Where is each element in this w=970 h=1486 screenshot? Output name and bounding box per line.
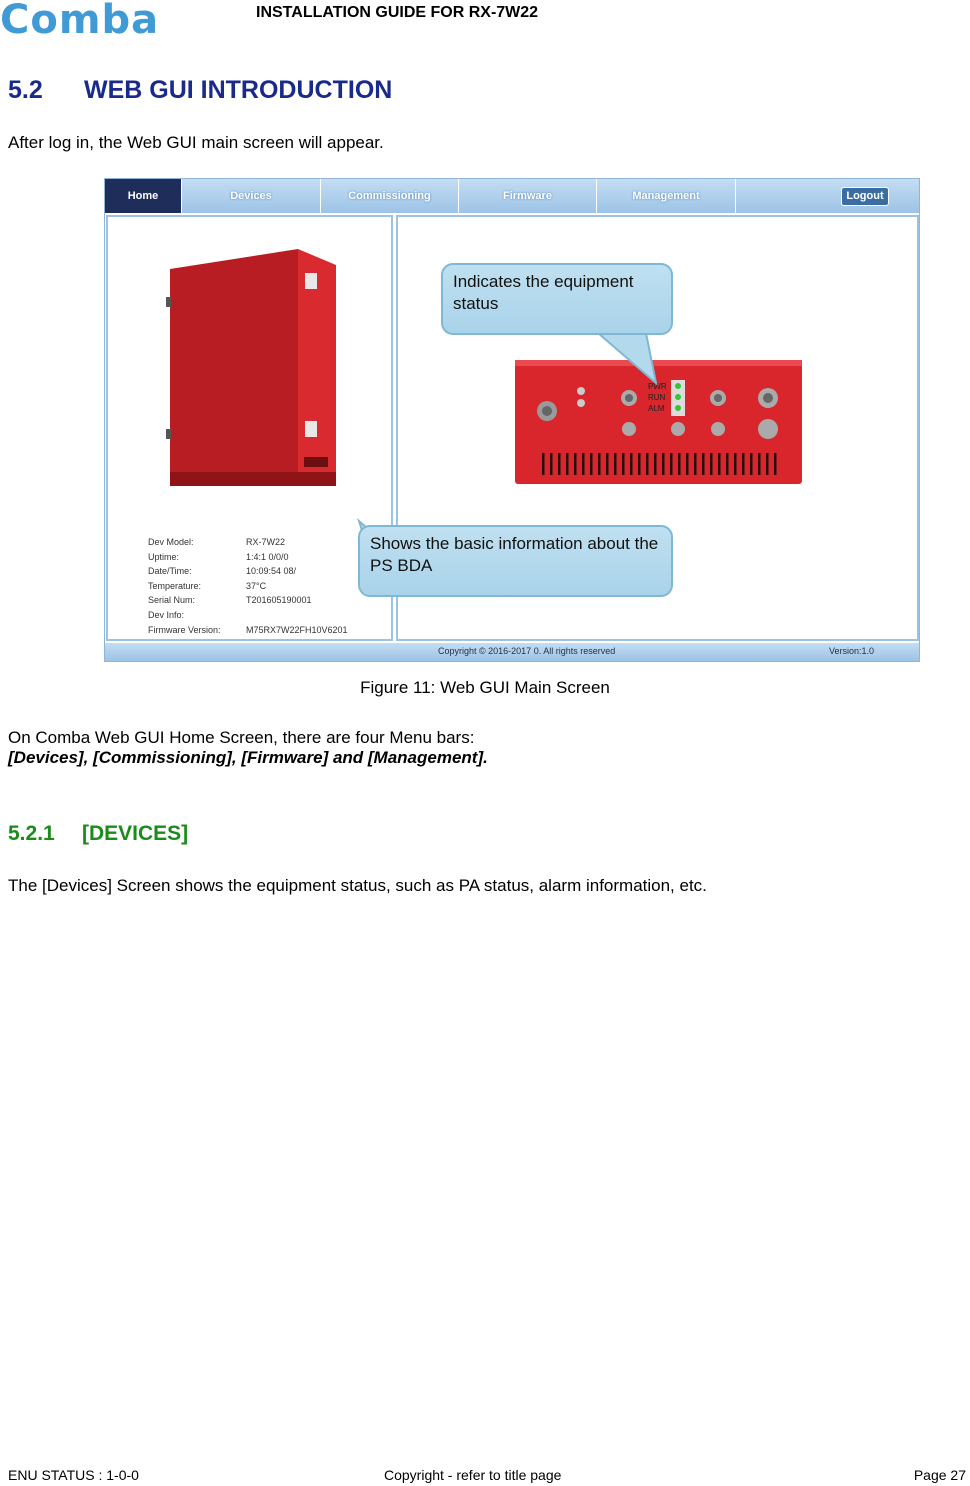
info-row-firmware: Firmware Version: M75RX7W22FH10V6201 — [148, 624, 348, 635]
comba-logo: Comba — [0, 0, 160, 43]
led-label-alm: ALM — [648, 404, 665, 413]
info-row-devinfo: Dev Info: — [148, 609, 185, 620]
device-cabinet-image — [108, 217, 391, 487]
gui-left-panel — [106, 215, 393, 641]
gui-tab-commissioning[interactable]: Commissioning — [321, 179, 459, 213]
gui-nav-bar — [105, 179, 919, 213]
info-row-temperature: Temperature: 37°C — [148, 580, 267, 591]
gui-tab-management[interactable]: Management — [597, 179, 736, 213]
callout-equipment-status: Indicates the equipment status — [441, 263, 673, 335]
section-number: 5.2 — [8, 76, 43, 104]
section-title: WEB GUI INTRODUCTION — [84, 76, 393, 104]
footer-page-number: Page 27 — [913, 1467, 966, 1483]
subsection-title: [DEVICES] — [82, 822, 189, 845]
section-heading — [8, 76, 392, 105]
gui-tab-firmware[interactable]: Firmware — [459, 179, 597, 213]
gui-version: Version:1.0 — [829, 646, 875, 656]
web-gui-screenshot — [104, 178, 920, 662]
intro-paragraph: After log in, the Web GUI main screen will appear. — [8, 133, 384, 152]
led-label-pwr: PWR — [648, 382, 667, 391]
led-label-run: RUN — [648, 393, 666, 402]
gui-tab-home[interactable]: Home — [105, 179, 182, 213]
footer-copyright: Copyright - refer to title page — [384, 1467, 562, 1483]
document-title: INSTALLATION GUIDE FOR RX-7W22 — [256, 4, 539, 21]
info-row-serial: Serial Num: T201605190001 — [148, 595, 312, 606]
footer-status: ENU STATUS : 1-0-0 — [8, 1467, 139, 1483]
gui-tab-devices[interactable]: Devices — [182, 179, 321, 213]
device-info-list — [148, 535, 348, 637]
subsection-heading — [8, 822, 188, 846]
subsection-number: 5.2.1 — [8, 822, 55, 845]
menu-line-1: On Comba Web GUI Home Screen, there are four Menu bars: — [8, 728, 475, 747]
devices-paragraph: The [Devices] Screen shows the equipment status, such as PA status, alarm information, etc. — [8, 876, 707, 895]
figure-caption: Figure 11: Web GUI Main Screen — [360, 678, 610, 697]
menu-paragraph — [8, 728, 488, 768]
info-row-model: Dev Model: RX-7W22 — [148, 537, 286, 547]
gui-copyright: Copyright © 2016-2017 0. All rights reserved — [438, 646, 616, 656]
callout-basic-info: Shows the basic information about the PS BDA — [358, 525, 673, 597]
info-row-datetime: Date/Time: 10:09:54 08/ — [148, 566, 297, 577]
menu-line-2: [Devices], [Commissioning], [Firmware] and [Management]. — [8, 748, 488, 767]
info-row-uptime: Uptime: 1:4:1 0/0/0 — [148, 551, 289, 562]
gui-footer-bar — [105, 643, 919, 661]
gui-logout-button[interactable]: Logout — [841, 187, 889, 206]
